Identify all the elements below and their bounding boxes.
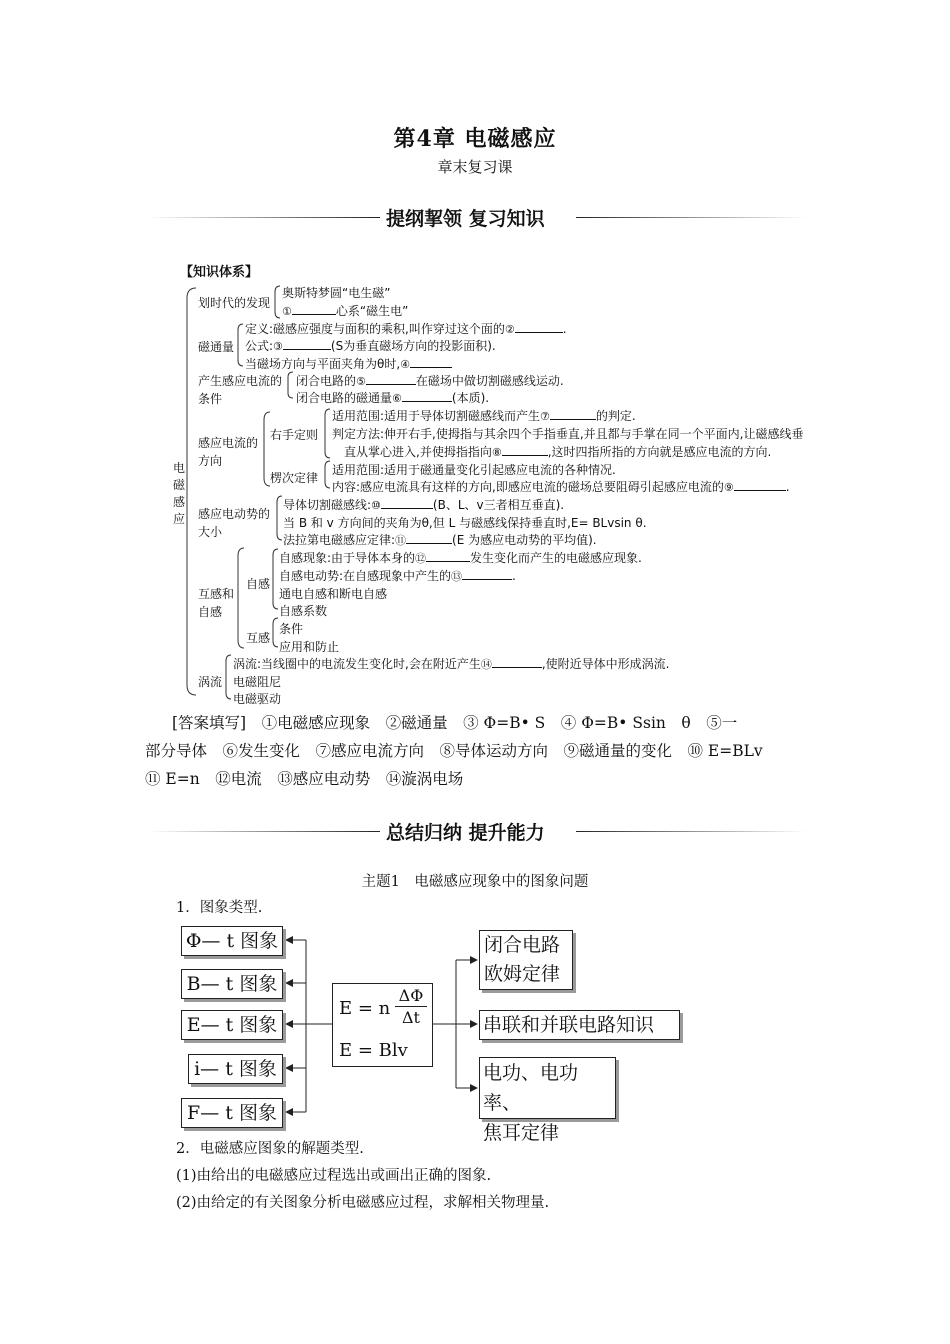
blank-number-9: ⑨ [723, 481, 734, 494]
lenz-line-2: 内容:感应电流具有这样的方向,即感应电流的磁场总要阻碍引起感应电流的⑨ . [332, 480, 790, 494]
topic-heading: 主题1 电磁感应现象中的图象问题 [361, 874, 589, 890]
graph-type-box-b-t: B— t 图象 [181, 969, 283, 999]
emf-line-2: 当 B 和 v 方向间的夹角为θ,但 L 与磁感线保持垂直时,E= BLvsin θ. [283, 516, 647, 530]
flux-line-3: 当磁场方向与平面夹角为θ时,④ [245, 355, 452, 372]
self-induction-label: 自感 [246, 577, 271, 591]
blank-number-3: ③ [273, 340, 283, 353]
discovery-line-1: 奥斯特梦圆“电生磁” [282, 286, 391, 300]
discovery-line-2: ① 心系“磁生电” [282, 304, 409, 318]
fraction-numerator: ΔΦ [398, 986, 424, 1005]
condition-line-2: 闭合电路的磁通量⑥ (本质). [296, 391, 490, 405]
fraction-bar [395, 1006, 427, 1007]
right-hand-rule-label: 右手定则 [270, 428, 319, 442]
mutual-line-1: 条件 [279, 622, 304, 636]
concept-box-ohms-law-line-1: 闭合电路 [484, 934, 561, 956]
right-hand-line-1: 适用范围:适用于导体切割磁感线而产生⑦ 的判定. [332, 409, 636, 423]
topic-item-2a: (1)由给出的电磁感应过程选出或画出正确的图象. [176, 1168, 492, 1184]
formula-faraday-lhs: E = n [339, 998, 391, 1019]
self-line-1: 自感现象:由于导体本身的⑫ 发生变化而产生的电磁感应现象. [279, 551, 642, 565]
answers-line-1: [答案填写] ①电磁感应现象 ②磁通量 ③ Φ=B• S ④ Φ=B• Ssin θ ⑤一 [172, 714, 738, 732]
self-line-3: 通电自感和断电自感 [279, 587, 388, 601]
fraction-denominator: Δt [402, 1008, 420, 1027]
branch-flux-label: 磁通量 [198, 340, 235, 354]
branch-discovery-label: 划时代的发现 [198, 296, 271, 310]
branch-direction-label-1: 感应电流的 [198, 436, 259, 450]
topic-item-2: 2．电磁感应图象的解题类型. [176, 1141, 364, 1157]
concept-box-power [479, 1057, 616, 1144]
branch-condition-label-1: 产生感应电流的 [198, 374, 283, 388]
emf-formula-box [332, 983, 433, 1067]
concept-box-power-line-1: 电功、电功率、 [483, 1062, 579, 1114]
answers-line-3: ⑪ E=n ⑫电流 ⑬感应电动势 ⑭漩涡电场 [145, 770, 464, 788]
branch-emf-label-2: 大小 [198, 525, 223, 539]
concept-box-circuits: 串联和并联电路知识 [479, 1010, 680, 1040]
answers-line-2: 部分导体 ⑥发生变化 ⑦感应电流方向 ⑧导体运动方向 ⑨磁通量的变化 ⑩ E=BLv [145, 742, 763, 760]
branch-direction-label-2: 方向 [198, 454, 223, 468]
concept-box-power-line-2: 焦耳定律 [483, 1122, 560, 1144]
eddy-line-1: 涡流:当线圈中的电流发生变化时,会在附近产生⑭ ,使附近导体中形成涡流. [233, 657, 670, 671]
emf-line-1: 导体切割磁感线:⑩ (B、L、v三者相互垂直). [283, 498, 565, 512]
page-subtitle: 章末复习课 [437, 158, 513, 176]
blank-number-5: ⑤ [356, 375, 366, 388]
right-hand-line-3: 直从掌心进入,并使拇指指向⑧ ,这时四指所指的方向就是感应电流的方向. [344, 445, 772, 459]
section-banner-review: 提纲挈领 复习知识 [386, 208, 545, 230]
lenz-law-label: 楞次定律 [270, 471, 319, 485]
blank-number-10: ⑩ [371, 499, 381, 512]
graph-type-box-phi-t: Φ— t 图象 [181, 926, 283, 956]
section-banner-summary: 总结归纳 提升能力 [386, 822, 545, 844]
blank-number-14: ⑭ [480, 658, 492, 671]
blank-number-1: ① [282, 305, 292, 318]
blank-number-11: ⑪ [395, 534, 407, 547]
mutual-line-2: 应用和防止 [279, 640, 340, 654]
topic-item-1: 1．图象类型. [176, 900, 263, 916]
concept-box-ohms-law [479, 930, 573, 990]
blank-number-4: ④ [400, 358, 411, 371]
tree-root-label: 电磁感应 [172, 461, 185, 526]
eddy-line-2: 电磁阻尼 [233, 675, 282, 689]
lenz-line-1: 适用范围:适用于磁通量变化引起感应电流的各种情况. [332, 463, 616, 477]
branch-eddy-label: 涡流 [198, 675, 223, 689]
self-line-2: 自感电动势:在自感现象中产生的⑬ . [279, 569, 516, 583]
blank-number-2: ② [504, 323, 515, 336]
blank-number-8: ⑧ [491, 446, 502, 459]
topic-item-2b: (2)由给定的有关图象分析电磁感应过程，求解相关物理量. [176, 1195, 550, 1211]
self-line-4: 自感系数 [279, 604, 328, 618]
formula-motional-emf: E = Blv [339, 1040, 408, 1061]
flux-line-2: 公式:③ (S为垂直磁场方向的投影面积). [245, 339, 496, 353]
emf-line-3: 法拉第电磁感应定律:⑪ (E 为感应电动势的平均值). [283, 533, 597, 547]
blank-number-6: ⑥ [392, 392, 402, 405]
formula-fraction [395, 986, 427, 1027]
page-title: 第4章 电磁感应 [393, 126, 557, 152]
eddy-line-3: 电磁驱动 [233, 692, 282, 706]
graph-type-box-f-t: F— t 图象 [181, 1098, 283, 1128]
concept-box-ohms-law-line-2: 欧姆定律 [484, 963, 561, 985]
blank-number-12: ⑫ [415, 552, 427, 565]
knowledge-system-label: 【知识体系】 [180, 265, 259, 280]
branch-mutual-label-2: 自感 [198, 605, 223, 619]
branch-condition-label-2: 条件 [198, 392, 223, 406]
graph-type-box-i-t: i— t 图象 [188, 1054, 283, 1084]
graph-type-box-e-t: E— t 图象 [181, 1010, 283, 1040]
flux-line-1: 定义:磁感应强度与面积的乘积,叫作穿过这个面的② . [245, 322, 567, 336]
blank-number-13: ⑬ [451, 570, 463, 583]
right-hand-line-2: 判定方法:伸开右手,使拇指与其余四个手指垂直,并且都与手掌在同一个平面内,让磁感线垂 [332, 427, 804, 441]
branch-mutual-label-1: 互感和 [198, 587, 235, 601]
mutual-induction-label: 互感 [246, 631, 271, 645]
branch-emf-label-1: 感应电动势的 [198, 507, 271, 521]
condition-line-1: 闭合电路的⑤ 在磁场中做切割磁感线运动. [296, 374, 564, 388]
blank-number-7: ⑦ [540, 410, 550, 423]
